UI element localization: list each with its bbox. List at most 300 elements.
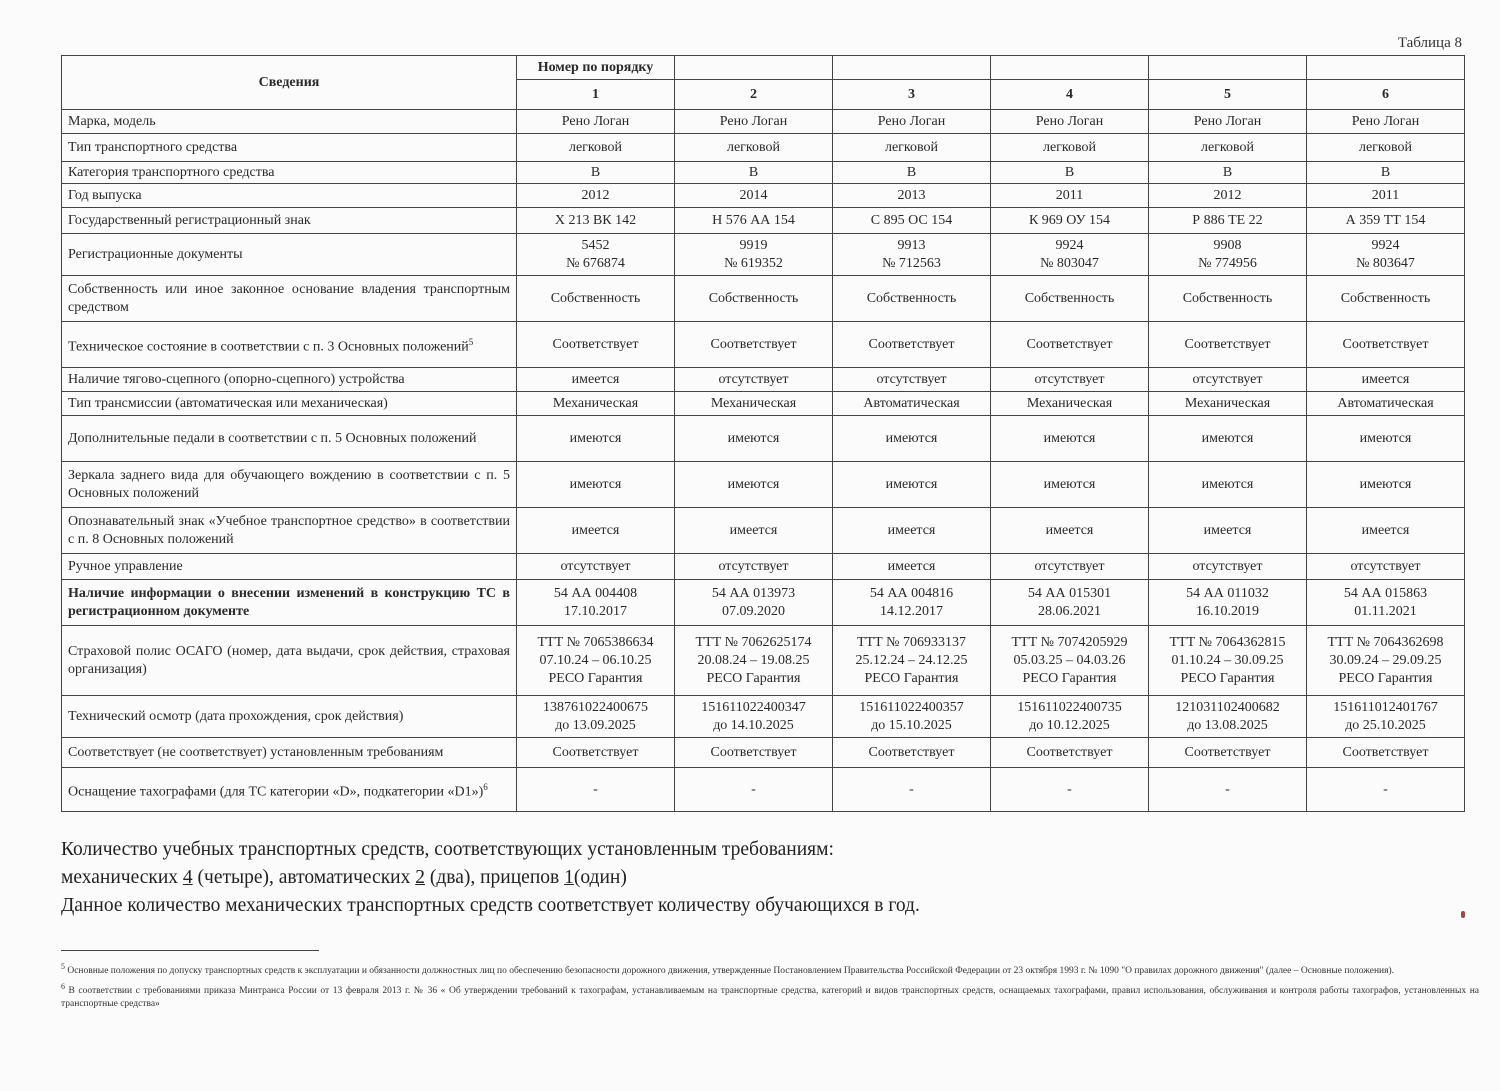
cell-text: 30.09.24 – 29.09.25 bbox=[1329, 652, 1442, 668]
mechanical-count: 4 bbox=[182, 867, 193, 888]
cell-text: 01.10.24 – 30.09.25 bbox=[1171, 652, 1284, 668]
header-number: 6 bbox=[1307, 80, 1465, 110]
row-value bbox=[833, 184, 991, 208]
cell-text: - bbox=[1067, 781, 1072, 797]
row-value bbox=[991, 234, 1149, 276]
cell-text: имеются bbox=[885, 476, 938, 492]
row-value bbox=[675, 184, 833, 208]
cell-text: ТТТ № 7064362698 bbox=[1327, 634, 1444, 650]
table-row bbox=[62, 208, 1465, 234]
row-value bbox=[1307, 392, 1465, 416]
cell-text: до 13.08.2025 bbox=[1187, 717, 1268, 733]
row-label: Технический осмотр (дата прохождения, срок действия) bbox=[62, 696, 517, 738]
row-value bbox=[991, 696, 1149, 738]
row-value bbox=[1149, 416, 1307, 462]
cell-text: 25.12.24 – 24.12.25 bbox=[855, 652, 968, 668]
cell-text: до 10.12.2025 bbox=[1029, 717, 1110, 733]
cell-text: № 619352 bbox=[724, 255, 783, 271]
row-value bbox=[675, 768, 833, 812]
row-value bbox=[991, 738, 1149, 768]
cell-text: Автоматическая bbox=[1337, 395, 1434, 411]
row-value bbox=[675, 208, 833, 234]
row-value bbox=[991, 462, 1149, 508]
row-value bbox=[517, 392, 675, 416]
cell-text: до 14.10.2025 bbox=[713, 717, 794, 733]
header-info: Сведения bbox=[62, 56, 517, 110]
cell-text: отсутствует bbox=[718, 371, 789, 387]
row-value bbox=[833, 134, 991, 162]
cell-text: легковой bbox=[1200, 139, 1255, 155]
cell-text: РЕСО Гарантия bbox=[1180, 670, 1275, 686]
cell-text: 151611022400357 bbox=[859, 699, 964, 715]
row-label: Зеркала заднего вида для обучающего вождению в соответствии с п. 5 Основных положений bbox=[62, 462, 517, 508]
cell-text: 07.09.2020 bbox=[722, 603, 785, 619]
header-number: 4 bbox=[991, 80, 1149, 110]
row-value bbox=[675, 416, 833, 462]
row-value bbox=[833, 626, 991, 696]
cell-text: - bbox=[909, 781, 914, 797]
header-order: Номер по порядку bbox=[517, 56, 675, 80]
summary-line-1: Количество учебных транспортных средств, соответствующих установленным требованиям: bbox=[61, 839, 834, 860]
cell-text: 54 АА 015301 bbox=[1027, 585, 1112, 601]
row-value bbox=[675, 738, 833, 768]
row-value bbox=[1307, 208, 1465, 234]
cell-text: 2011 bbox=[1371, 187, 1400, 203]
row-value bbox=[991, 368, 1149, 392]
row-label: Техническое состояние в соответствии с п. 3 Основных положений$^5$ bbox=[62, 322, 517, 368]
cell-text: 9924 bbox=[1055, 237, 1084, 253]
row-value bbox=[991, 208, 1149, 234]
cell-text: ТТТ № 7062625174 bbox=[695, 634, 812, 650]
cell-text: 5452 bbox=[581, 237, 610, 253]
row-value bbox=[1307, 184, 1465, 208]
table-row bbox=[62, 392, 1465, 416]
row-value bbox=[991, 322, 1149, 368]
header-number: 5 bbox=[1149, 80, 1307, 110]
table-row bbox=[62, 416, 1465, 462]
row-value bbox=[1307, 134, 1465, 162]
row-value bbox=[517, 580, 675, 626]
row-value bbox=[517, 134, 675, 162]
cell-text: Механическая bbox=[552, 395, 639, 411]
cell-text: Рено Логан bbox=[719, 113, 788, 129]
cell-text: имеются bbox=[727, 430, 780, 446]
row-value bbox=[1307, 110, 1465, 134]
cell-text: отсутствует bbox=[1350, 558, 1421, 574]
cell-text: 14.12.2017 bbox=[880, 603, 943, 619]
cell-text: № 676874 bbox=[566, 255, 625, 271]
row-value bbox=[991, 392, 1149, 416]
cell-text: № 712563 bbox=[882, 255, 941, 271]
cell-text: Н 576 АА 154 bbox=[712, 212, 795, 228]
cell-text: до 25.10.2025 bbox=[1345, 717, 1426, 733]
cell-text: 20.08.24 – 19.08.25 bbox=[697, 652, 810, 668]
cell-text: имеется bbox=[729, 522, 778, 538]
row-value bbox=[1149, 368, 1307, 392]
row-value bbox=[991, 162, 1149, 184]
table-row bbox=[62, 738, 1465, 768]
row-value bbox=[675, 508, 833, 554]
row-value bbox=[1149, 554, 1307, 580]
row-value bbox=[991, 508, 1149, 554]
cell-text: 54 АА 004408 bbox=[553, 585, 638, 601]
summary bbox=[61, 836, 1461, 920]
cell-text: отсутствует bbox=[876, 371, 947, 387]
row-value bbox=[517, 110, 675, 134]
cell-text: 2014 bbox=[739, 187, 768, 203]
cell-text: 151611022400735 bbox=[1017, 699, 1122, 715]
row-value bbox=[517, 626, 675, 696]
cell-text: легковой bbox=[568, 139, 623, 155]
table-row bbox=[62, 626, 1465, 696]
footnote-6: $^6$ В соответствии с требованиями приказа Минтранса России от 13 февраля 2013 г. № 36 « Об утверждении требований к тахографам, устанавливаемым на транспортные средства, категорий и видов транспортных средств, оснащаемых тахографами, правил использования, обслуживания и контроля работы тахографов, установленных на транспортные средства» bbox=[61, 982, 1479, 1010]
table-body bbox=[62, 110, 1465, 812]
cell-text: Соответствует bbox=[1026, 336, 1113, 352]
cell-text: имеются bbox=[885, 430, 938, 446]
row-label: Наличие информации о внесении изменений в конструкцию ТС в регистрационном документе bbox=[62, 580, 517, 626]
footnotes bbox=[61, 960, 1479, 1013]
cell-text: легковой bbox=[884, 139, 939, 155]
row-value bbox=[833, 162, 991, 184]
row-value bbox=[833, 276, 991, 322]
row-value bbox=[1149, 322, 1307, 368]
cell-text: отсутствует bbox=[1034, 558, 1105, 574]
row-value bbox=[1307, 234, 1465, 276]
header-number: 1 bbox=[517, 80, 675, 110]
cell-text: 16.10.2019 bbox=[1196, 603, 1259, 619]
cell-text: до 13.09.2025 bbox=[555, 717, 636, 733]
cell-text: ТТТ № 706933137 bbox=[856, 634, 966, 650]
row-value bbox=[991, 768, 1149, 812]
cell-text: 9919 bbox=[739, 237, 768, 253]
row-value bbox=[1307, 322, 1465, 368]
table-row bbox=[62, 768, 1465, 812]
cell-text: B bbox=[906, 164, 917, 180]
row-value bbox=[1149, 580, 1307, 626]
table-header bbox=[62, 56, 1465, 110]
footnote-ref: 6 bbox=[483, 781, 488, 792]
cell-text: РЕСО Гарантия bbox=[864, 670, 959, 686]
cell-text: отсутствует bbox=[718, 558, 789, 574]
trailer-count: 1 bbox=[564, 867, 574, 888]
row-value bbox=[517, 738, 675, 768]
cell-text: имеется bbox=[1203, 522, 1252, 538]
row-value bbox=[517, 416, 675, 462]
cell-text: Механическая bbox=[1184, 395, 1271, 411]
row-value bbox=[833, 368, 991, 392]
cell-text: B bbox=[1380, 164, 1391, 180]
cell-text: имеется bbox=[571, 522, 620, 538]
row-value bbox=[675, 580, 833, 626]
row-value bbox=[1149, 392, 1307, 416]
cell-text: 54 АА 015863 bbox=[1343, 585, 1428, 601]
header-number: 3 bbox=[833, 80, 991, 110]
cell-text: B bbox=[748, 164, 759, 180]
row-value bbox=[1149, 234, 1307, 276]
cell-text: Х 213 ВК 142 bbox=[554, 212, 637, 228]
row-label: Дополнительные педали в соответствии с п. 5 Основных положений bbox=[62, 416, 517, 462]
cell-text: Соответствует bbox=[710, 744, 797, 760]
table-row bbox=[62, 462, 1465, 508]
row-label: Ручное управление bbox=[62, 554, 517, 580]
cell-text: Рено Логан bbox=[1035, 113, 1104, 129]
row-value bbox=[991, 134, 1149, 162]
cell-text: 121031102400682 bbox=[1175, 699, 1280, 715]
cell-text: отсутствует bbox=[1192, 371, 1263, 387]
automatic-count: 2 bbox=[415, 867, 425, 888]
cell-text: легковой bbox=[1358, 139, 1413, 155]
cell-text: - bbox=[751, 781, 756, 797]
table-row bbox=[62, 508, 1465, 554]
footnote-ref: 5 bbox=[468, 336, 474, 347]
cell-text: РЕСО Гарантия bbox=[548, 670, 643, 686]
table-row bbox=[62, 696, 1465, 738]
row-value bbox=[517, 322, 675, 368]
cell-text: ТТТ № 7065386634 bbox=[537, 634, 654, 650]
row-value bbox=[833, 322, 991, 368]
cell-text: № 803047 bbox=[1040, 255, 1099, 271]
row-value bbox=[833, 234, 991, 276]
row-value bbox=[1149, 696, 1307, 738]
row-value bbox=[833, 208, 991, 234]
row-value bbox=[833, 580, 991, 626]
row-value bbox=[1307, 580, 1465, 626]
row-value bbox=[675, 110, 833, 134]
cell-text: Соответствует bbox=[552, 336, 639, 352]
cell-text: РЕСО Гарантия bbox=[1338, 670, 1433, 686]
cell-text: 9908 bbox=[1213, 237, 1242, 253]
cell-text: 17.10.2017 bbox=[564, 603, 627, 619]
row-value bbox=[517, 162, 675, 184]
row-value bbox=[1307, 768, 1465, 812]
row-value bbox=[1149, 276, 1307, 322]
cell-text: Механическая bbox=[710, 395, 797, 411]
row-value bbox=[833, 696, 991, 738]
table-row bbox=[62, 580, 1465, 626]
cell-text: 138761022400675 bbox=[543, 699, 648, 715]
cell-text: имеются bbox=[569, 430, 622, 446]
row-value bbox=[517, 234, 675, 276]
table-row bbox=[62, 162, 1465, 184]
row-value bbox=[1307, 416, 1465, 462]
cell-text: № 803647 bbox=[1356, 255, 1415, 271]
row-value bbox=[1307, 696, 1465, 738]
cell-text: Собственность bbox=[1024, 290, 1115, 306]
cell-text: 151611012401767 bbox=[1333, 699, 1438, 715]
cell-text: Рено Логан bbox=[1193, 113, 1262, 129]
cell-text: А 359 ТТ 154 bbox=[1345, 212, 1426, 228]
row-label: Наличие тягово-сцепного (опорно-сцепного) устройства bbox=[62, 368, 517, 392]
row-value bbox=[1149, 738, 1307, 768]
cell-text: B bbox=[590, 164, 601, 180]
row-label: Марка, модель bbox=[62, 110, 517, 134]
row-value bbox=[517, 368, 675, 392]
cell-text: Собственность bbox=[866, 290, 957, 306]
cell-text: легковой bbox=[726, 139, 781, 155]
cell-text: 05.03.25 – 04.03.26 bbox=[1013, 652, 1126, 668]
table-row bbox=[62, 322, 1465, 368]
row-value bbox=[517, 508, 675, 554]
row-value bbox=[1307, 508, 1465, 554]
row-value bbox=[675, 368, 833, 392]
cell-text: 9913 bbox=[897, 237, 926, 253]
cell-text: до 15.10.2025 bbox=[871, 717, 952, 733]
cell-text: имеются bbox=[1359, 430, 1412, 446]
row-value bbox=[1149, 462, 1307, 508]
cell-text: - bbox=[1225, 781, 1230, 797]
footnote-rule bbox=[61, 950, 319, 951]
row-value bbox=[1307, 462, 1465, 508]
row-value bbox=[833, 768, 991, 812]
cell-text: 9924 bbox=[1371, 237, 1400, 253]
cell-text: - bbox=[1383, 781, 1388, 797]
row-value bbox=[833, 392, 991, 416]
cell-text: Автоматическая bbox=[863, 395, 960, 411]
row-value bbox=[1149, 162, 1307, 184]
cell-text: Р 886 ТЕ 22 bbox=[1192, 212, 1263, 228]
row-value bbox=[1307, 368, 1465, 392]
cell-text: имеются bbox=[1201, 430, 1254, 446]
row-value bbox=[675, 392, 833, 416]
row-value bbox=[517, 208, 675, 234]
row-value bbox=[991, 580, 1149, 626]
row-label: Тип трансмиссии (автоматическая или механическая) bbox=[62, 392, 517, 416]
row-label: Год выпуска bbox=[62, 184, 517, 208]
cell-text: отсутствует bbox=[1192, 558, 1263, 574]
cell-text: Рено Логан bbox=[1351, 113, 1420, 129]
table-row bbox=[62, 184, 1465, 208]
cell-text: Соответствует bbox=[1184, 336, 1271, 352]
cell-text: 28.06.2021 bbox=[1038, 603, 1101, 619]
row-value bbox=[1149, 508, 1307, 554]
cell-text: имеются bbox=[1043, 476, 1096, 492]
cell-text: 2011 bbox=[1055, 187, 1084, 203]
table-row bbox=[62, 134, 1465, 162]
row-value bbox=[1149, 208, 1307, 234]
cell-text: Соответствует bbox=[868, 744, 955, 760]
ink-mark bbox=[1461, 911, 1465, 918]
table-row bbox=[62, 234, 1465, 276]
cell-text: Соответствует bbox=[1342, 336, 1429, 352]
row-label: Регистрационные документы bbox=[62, 234, 517, 276]
table-row bbox=[62, 276, 1465, 322]
cell-text: Собственность bbox=[1340, 290, 1431, 306]
cell-text: № 774956 bbox=[1198, 255, 1257, 271]
cell-text: ТТТ № 7074205929 bbox=[1011, 634, 1128, 650]
cell-text: имеются bbox=[1043, 430, 1096, 446]
cell-text: РЕСО Гарантия bbox=[1022, 670, 1117, 686]
cell-text: Соответствует bbox=[1184, 744, 1271, 760]
row-value bbox=[1307, 738, 1465, 768]
row-value bbox=[517, 276, 675, 322]
cell-text: 01.11.2021 bbox=[1354, 603, 1417, 619]
cell-text: имеется bbox=[887, 558, 936, 574]
row-value bbox=[991, 110, 1149, 134]
row-value bbox=[1149, 110, 1307, 134]
row-label: Собственность или иное законное основание владения транспортным средством bbox=[62, 276, 517, 322]
row-value bbox=[1149, 184, 1307, 208]
cell-text: B bbox=[1064, 164, 1075, 180]
row-label: Оснащение тахографами (для ТС категории «D», подкатегории «D1»)$^6$ bbox=[62, 768, 517, 812]
row-label: Категория транспортного средства bbox=[62, 162, 517, 184]
cell-text: имеется bbox=[1045, 522, 1094, 538]
table-row bbox=[62, 368, 1465, 392]
table-caption: Таблица 8 bbox=[1397, 35, 1462, 51]
cell-text: Соответствует bbox=[552, 744, 639, 760]
row-value bbox=[991, 554, 1149, 580]
row-value bbox=[517, 768, 675, 812]
row-value bbox=[517, 462, 675, 508]
cell-text: Рено Логан bbox=[877, 113, 946, 129]
row-value bbox=[1307, 554, 1465, 580]
vehicles-table bbox=[61, 55, 1465, 812]
cell-text: имеется bbox=[887, 522, 936, 538]
row-value bbox=[675, 554, 833, 580]
cell-text: имеются bbox=[1201, 476, 1254, 492]
cell-text: имеется bbox=[1361, 522, 1410, 538]
row-value bbox=[1307, 162, 1465, 184]
row-value bbox=[675, 462, 833, 508]
cell-text: легковой bbox=[1042, 139, 1097, 155]
cell-text: Собственность bbox=[1182, 290, 1273, 306]
row-label: Государственный регистрационный знак bbox=[62, 208, 517, 234]
cell-text: имеется bbox=[571, 371, 620, 387]
cell-text: С 895 ОС 154 bbox=[870, 212, 953, 228]
cell-text: 2012 bbox=[1213, 187, 1242, 203]
row-value bbox=[675, 162, 833, 184]
row-value bbox=[833, 554, 991, 580]
row-value bbox=[1149, 626, 1307, 696]
cell-text: Собственность bbox=[708, 290, 799, 306]
row-value bbox=[833, 508, 991, 554]
row-value bbox=[1149, 134, 1307, 162]
cell-text: отсутствует bbox=[1034, 371, 1105, 387]
cell-text: имеются bbox=[727, 476, 780, 492]
row-value bbox=[833, 462, 991, 508]
cell-text: 2012 bbox=[581, 187, 610, 203]
row-value bbox=[991, 184, 1149, 208]
cell-text: имеются bbox=[569, 476, 622, 492]
cell-text: Соответствует bbox=[710, 336, 797, 352]
cell-text: 2013 bbox=[897, 187, 926, 203]
cell-text: Механическая bbox=[1026, 395, 1113, 411]
row-value bbox=[675, 322, 833, 368]
summary-line-2: механических 4 (четыре), автоматических 2 (два), прицепов 1(один) bbox=[61, 867, 627, 888]
row-value bbox=[1149, 768, 1307, 812]
row-label: Страховой полис ОСАГО (номер, дата выдачи, срок действия, страховая организация) bbox=[62, 626, 517, 696]
row-value bbox=[833, 738, 991, 768]
row-value bbox=[1307, 626, 1465, 696]
cell-text: 07.10.24 – 06.10.25 bbox=[539, 652, 652, 668]
cell-text: Соответствует bbox=[1026, 744, 1113, 760]
cell-text: РЕСО Гарантия bbox=[706, 670, 801, 686]
footnote-5: $^5$ Основные положения по допуску транспортных средств к эксплуатации и обязанности должностных лиц по обеспечению безопасности дорожного движения, утвержденные Постановлением Правительства Российской Федерации от 23 октября 1993 г. № 1090 "О правилах дорожного движения" (далее – Основные положения). bbox=[61, 962, 1395, 977]
cell-text: Рено Логан bbox=[561, 113, 630, 129]
row-value bbox=[675, 276, 833, 322]
cell-text: 151611022400347 bbox=[701, 699, 806, 715]
cell-text: 54 АА 011032 bbox=[1186, 585, 1269, 601]
row-value bbox=[1307, 276, 1465, 322]
table-row bbox=[62, 110, 1465, 134]
cell-text: имеется bbox=[1361, 371, 1410, 387]
cell-text: B bbox=[1222, 164, 1233, 180]
cell-text: 54 АА 013973 bbox=[711, 585, 796, 601]
row-value bbox=[833, 416, 991, 462]
row-value bbox=[517, 554, 675, 580]
cell-text: Собственность bbox=[550, 290, 641, 306]
cell-text: - bbox=[593, 781, 598, 797]
row-value bbox=[833, 110, 991, 134]
